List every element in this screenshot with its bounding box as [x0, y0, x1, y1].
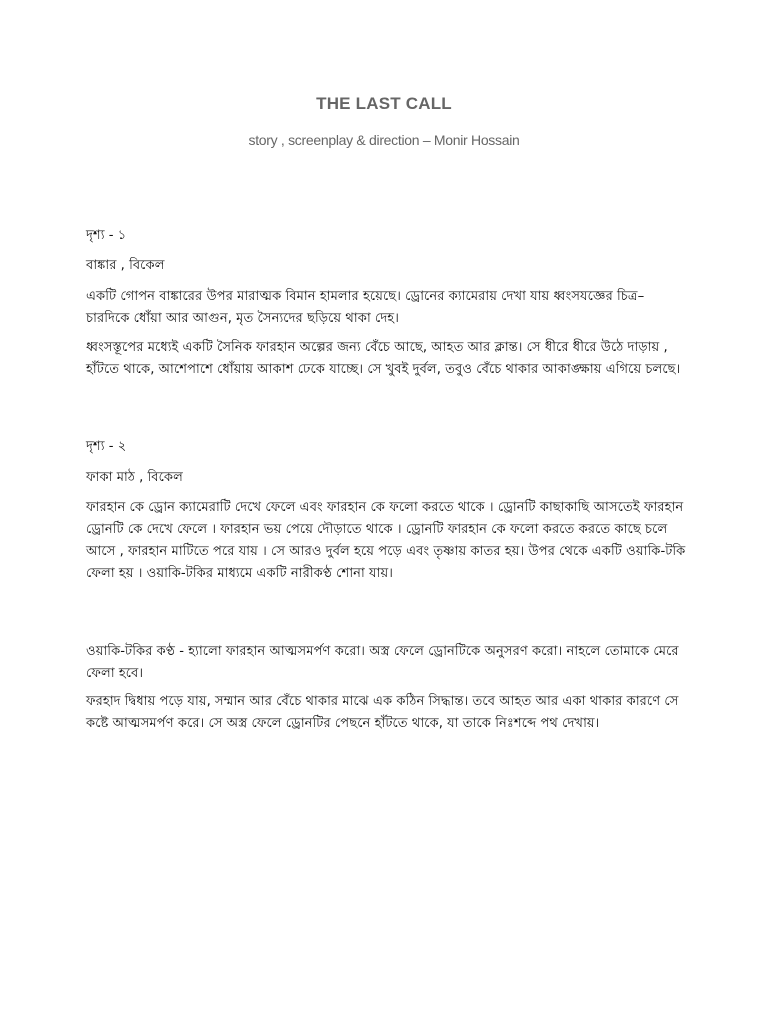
scene-1-location: বাঙ্কার , বিকেল: [86, 258, 165, 273]
credits-line: story , screenplay & direction – Monir Hossain: [248, 132, 520, 148]
scene-2-paragraph-1: ফারহান কে ড্রোন ক্যামেরাটি দেখে ফেলে এবং ফারহান কে ফলো করতে থাকে । ড্রোনটি কাছাকাছি আসতেই ফারহান ড্রোনটি কে দেখে ফেলে । ফারহান ভয় পেয়ে দৌড়াতে থাকে । ড্রোনটি ফারহান কে ফলো করতে করতে কাছে চলে আসে , ফারহান মাটিতে পরে যায় । সে আরও দুর্বল হয়ে পড়ে এবং তৃষ্ণায় কাতর হয়। উপর থেকে একটি ওয়াকি-টকি ফেলা হয় । ওয়াকি-টকির মাধ্যমে একটি নারীকণ্ঠ শোনা যায়।: [86, 500, 686, 581]
scene-1-paragraph-1: একটি গোপন বাঙ্কারের উপর মারাত্মক বিমান হামলার হয়েছে। ড্রোনের ক্যামেরায় দেখা যায় ধ্বংসযজ্ঞের চিত্র– চারদিকে ধোঁয়া আর আগুন, মৃত সৈন্যদের ছড়িয়ে থাকা দেহ।: [86, 289, 645, 326]
scene-1-paragraph-2: ধ্বংসস্তূপের মধ্যেই একটি সৈনিক ফারহান অল্পের জন্য বেঁচে আছে, আহত আর ক্লান্ত। সে ধীরে ধীরে উঠে দাড়ায় , হাঁটতে থাকে, আশেপাশে ধোঁয়ায় আকাশ ঢেকে যাচ্ছে। সে খুবই দুর্বল, তবুও বেঁচে থাকার আকাঙ্ক্ষায় এগিয়ে চলছে।: [86, 340, 681, 377]
document-title: THE LAST CALL: [316, 94, 452, 113]
scene-1-heading: দৃশ্য - ১: [86, 228, 127, 243]
scene-2-location: ফাকা মাঠ , বিকেল: [86, 470, 183, 485]
scene-2-heading: দৃশ্য - ২: [86, 439, 127, 454]
scene-2-paragraph-3: ফরহাদ দ্বিধায় পড়ে যায়, সম্মান আর বেঁচে থাকার মাঝে এক কঠিন সিদ্ধান্ত। তবে আহত আর একা থাকার কারণে সে কষ্টে আত্মসমর্পণ করে। সে অস্ত্র ফেলে ড্রোনটির পেছনে হাঁটতে থাকে, যা তাকে নিঃশব্দে পথ দেখায়।: [86, 694, 679, 731]
walkie-talkie-dialogue: ওয়াকি-টকির কণ্ঠ - হ্যালো ফারহান আত্মসমর্পণ করো। অস্ত্র ফেলে ড্রোনটিকে অনুসরণ করো। নাহলে তোমাকে মেরে ফেলা হবে।: [86, 644, 679, 681]
